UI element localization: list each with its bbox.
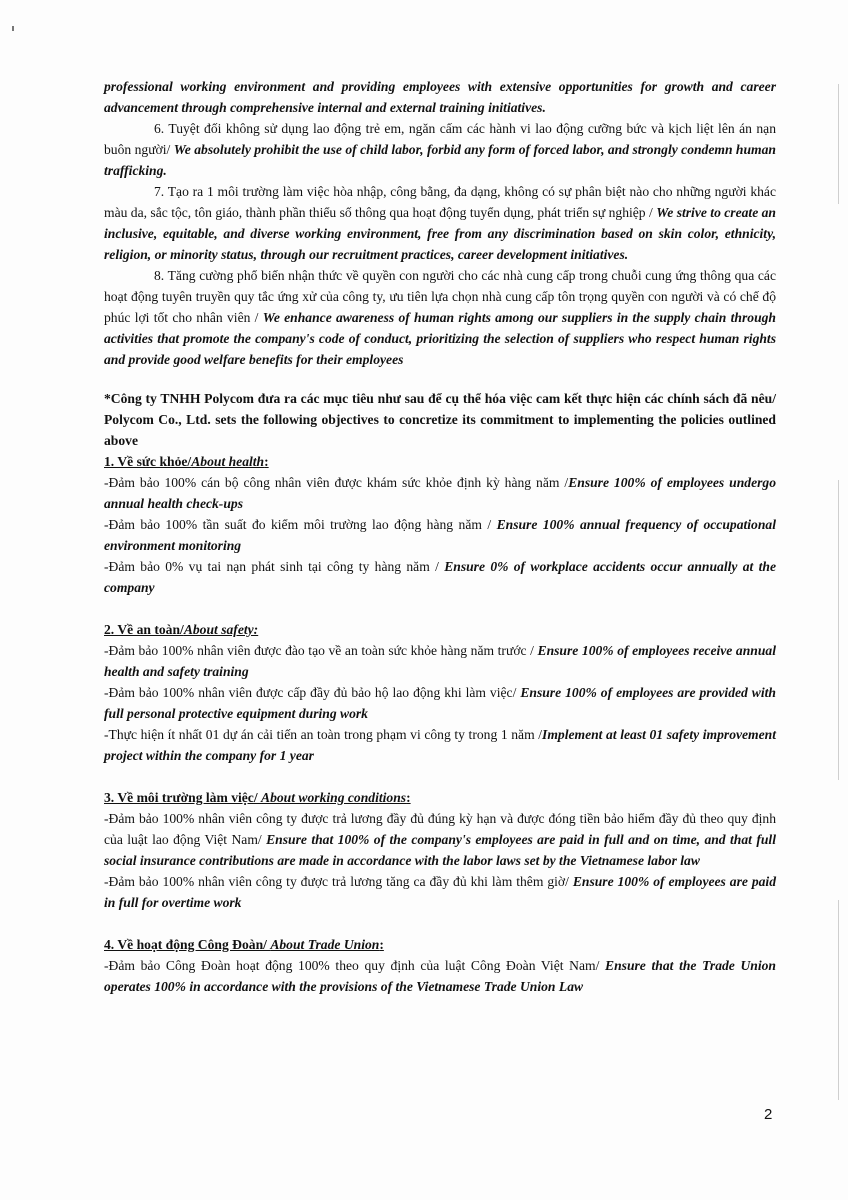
policy-item-en: We strive to create an inclusive, equitable, and diverse working environment, free from any discrimination based on skin color, ethnicity, religion, or minority status, through our recruitment practices, career development initiatives. xyxy=(104,205,776,262)
objective-bullet xyxy=(104,808,776,871)
section-heading-vn: 3. Về môi trường làm việc/ xyxy=(104,790,262,805)
objective-en: Ensure 100% annual frequency of occupational environment monitoring xyxy=(104,517,776,553)
objective-vn: -Thực hiện ít nhất 01 dự án cải tiến an toàn trong phạm vi công ty trong 1 năm / xyxy=(104,727,543,742)
objective-bullet xyxy=(104,724,776,766)
section-heading-en: About Trade Union xyxy=(270,937,380,952)
objective-bullet xyxy=(104,472,776,514)
objective-vn: -Đảm bảo 100% nhân viên được đào tạo về an toàn sức khỏe hàng năm trước / xyxy=(104,643,538,658)
spacer xyxy=(104,913,776,934)
objective-bullet xyxy=(104,640,776,682)
objective-vn: -Đảm bảo 100% nhân viên được cấp đầy đủ bảo hộ lao động khi làm việc/ xyxy=(104,685,521,700)
section-heading-en: About safety: xyxy=(183,622,259,637)
section-heading-tail: : xyxy=(406,790,411,805)
document-body xyxy=(104,76,776,997)
objectives-intro: *Công ty TNHH Polycom đưa ra các mục tiêu như sau để cụ thể hóa việc cam kết thực hiện các chính sách đã nêu/ Polycom Co., Ltd. sets the following objectives to concretize its commitment to implementing the policies outlined above xyxy=(104,391,776,448)
objective-vn: -Đảm bảo Công Đoàn hoạt động 100% theo quy định của luật Công Đoàn Việt Nam/ xyxy=(104,958,606,973)
scan-mark xyxy=(12,26,14,31)
policy-item-en: We enhance awareness of human rights among our suppliers in the supply chain through activities that promote the company's code of conduct, prioritizing the selection of suppliers who respect human rights and provide good welfare benefits for their employees xyxy=(104,310,776,367)
objective-bullet xyxy=(104,682,776,724)
section-heading-vn: 2. Về an toàn/ xyxy=(104,622,184,637)
section-heading-en: About health xyxy=(191,454,265,469)
objective-vn: -Đảm bảo 100% tần suất đo kiểm môi trường lao động hàng năm / xyxy=(104,517,497,532)
scan-edge-line xyxy=(838,480,839,780)
objective-en: Ensure 100% of employees undergo annual health check-ups xyxy=(104,475,777,511)
objective-vn: -Đảm bảo 100% nhân viên công ty được trả lương đầy đủ đúng kỳ hạn và được đóng tiền bảo hiểm đầy đủ theo quy định của luật lao động Việt Nam/ xyxy=(104,811,776,847)
policy-item-6 xyxy=(104,118,776,181)
policy-item-vn: 7. Tạo ra 1 môi trường làm việc hòa nhập, công bằng, đa dạng, không có sự phân biệt nào cho những người khác màu da, sắc tộc, tôn giáo, thành phần thiểu số thông qua hoạt động tuyển dụng, phát triển sự nghiệp / xyxy=(104,184,776,220)
objective-en: Ensure that the Trade Union operates 100% in accordance with the provisions of the Vietnamese Trade Union Law xyxy=(104,958,776,994)
section-heading-health xyxy=(104,451,776,472)
policy-item-8 xyxy=(104,265,776,370)
section-heading-vn: 1. Về sức khỏe/ xyxy=(104,454,192,469)
section-heading-trade-union xyxy=(104,934,776,955)
objective-vn: -Đảm bảo 100% cán bộ công nhân viên được khám sức khỏe định kỳ hàng năm / xyxy=(104,475,569,490)
policy-item-en: We absolutely prohibit the use of child labor, forbid any form of forced labor, and strongly condemn human trafficking. xyxy=(104,142,776,178)
section-heading-tail: : xyxy=(379,937,384,952)
objective-bullet xyxy=(104,556,776,598)
objective-en: Ensure 0% of workplace accidents occur annually at the company xyxy=(104,559,776,595)
objective-en: Ensure 100% of employees receive annual health and safety training xyxy=(104,643,776,679)
objective-en: Ensure that 100% of the company's employees are paid in full and on time, and that full social insurance contributions are made in accordance with the labor laws set by the Vietnamese labor law xyxy=(104,832,776,868)
page-number: 2 xyxy=(764,1106,773,1123)
section-heading-vn: 4. Về hoạt động Công Đoàn/ xyxy=(104,937,271,952)
spacer xyxy=(104,766,776,787)
section-heading-en: About working conditions xyxy=(261,790,407,805)
policy-item-vn: 6. Tuyệt đối không sử dụng lao động trẻ em, ngăn cấm các hành vi lao động cưỡng bức và kịch liệt lên án nạn buôn người/ xyxy=(104,121,776,157)
section-heading-safety xyxy=(104,619,776,640)
continuation-paragraph: professional working environment and providing employees with extensive opportunities for growth and career advancement through comprehensive internal and external training initiatives. xyxy=(104,79,776,115)
policy-item-vn: 8. Tăng cường phổ biến nhận thức về quyền con người cho các nhà cung cấp trong chuỗi cung ứng thông qua các hoạt động tuyên truyền quy tắc ứng xử của công ty, ưu tiên lựa chọn nhà cung cấp tôn trọng quyền con người và có chế độ phúc lợi tốt cho nhân viên / xyxy=(104,268,776,325)
objective-vn: -Đảm bảo 100% nhân viên công ty được trả lương tăng ca đầy đủ khi làm thêm giờ/ xyxy=(104,874,573,889)
objective-en: Ensure 100% of employees are provided with full personal protective equipment during work xyxy=(104,685,776,721)
scan-edge-line xyxy=(838,900,839,1100)
objective-en: Implement at least 01 safety improvement project within the company for 1 year xyxy=(104,727,777,763)
spacer xyxy=(104,598,776,619)
section-heading-working-conditions xyxy=(104,787,776,808)
section-heading-tail: : xyxy=(264,454,269,469)
spacer xyxy=(104,370,776,388)
objective-bullet xyxy=(104,514,776,556)
policy-item-7 xyxy=(104,181,776,265)
scan-edge-line xyxy=(838,84,839,204)
objective-bullet xyxy=(104,955,776,997)
objective-vn: -Đảm bảo 0% vụ tai nạn phát sinh tại công ty hàng năm / xyxy=(104,559,445,574)
objective-bullet xyxy=(104,871,776,913)
objective-en: Ensure 100% of employees are paid in full for overtime work xyxy=(104,874,776,910)
